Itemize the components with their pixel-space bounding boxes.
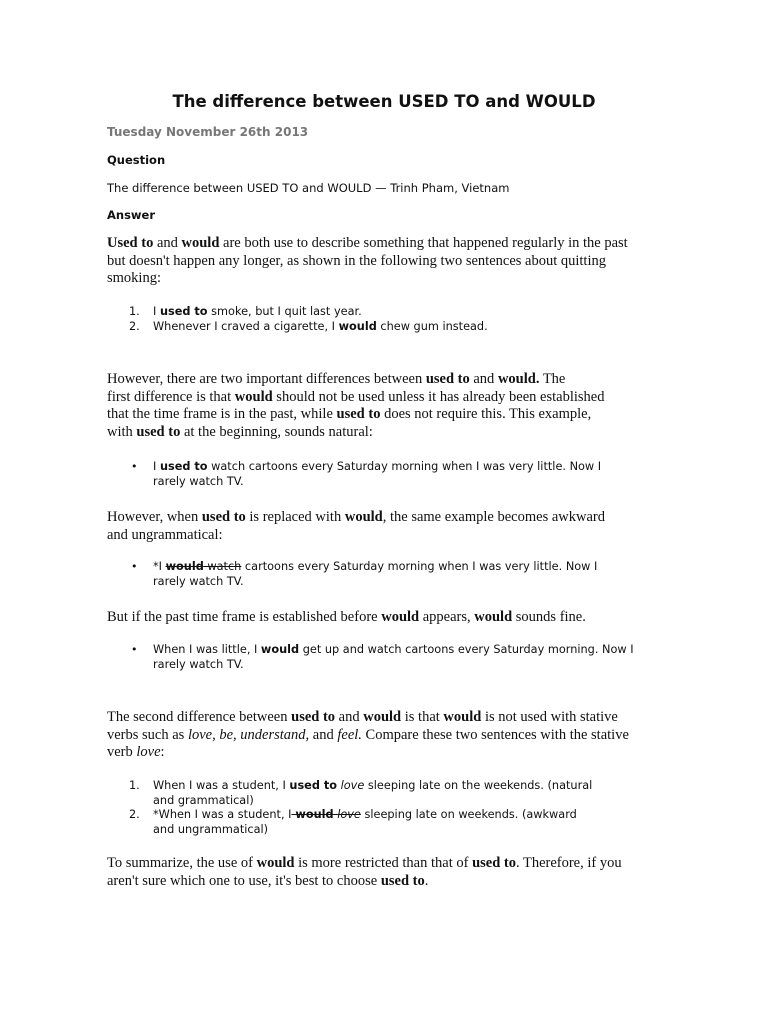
answer-label: Answer (107, 208, 156, 222)
post-date: Tuesday November 26th 2013 (107, 125, 309, 139)
example-bullet-3 (107, 643, 667, 672)
question-text: The difference between USED TO and WOULD — Trinh Pham, Vietnam (107, 181, 510, 195)
question-label: Question (107, 153, 166, 167)
example-list-1 (107, 305, 667, 334)
differences-paragraph: However, there are two important differences between used to and would. The first difference is that would should not be used unless it has already been established that the time frame is in the past, while used to does not require this. This example, with used to at the beginning, sounds natural: (107, 371, 605, 440)
list-item: 2. Whenever I craved a cigarette, I would chew gum instead. (129, 319, 488, 333)
list-item: 1. When I was a student, I used to love sleeping late on the weekends. (natural and grammatical) (129, 779, 593, 807)
example-list-2 (107, 779, 667, 837)
stative-paragraph: The second difference between used to and would is that would is not used with stative verbs such as love, be, understand, and feel. Compare these two sentences with the stative verb love: (107, 709, 629, 760)
intro-paragraph: Used to and would are both use to describe something that happened regularly in the past but doesn't happen any longer, as shown in the following two sentences about quitting smoking: (107, 235, 628, 286)
past-frame-paragraph: But if the past time frame is established before would appears, would sounds fine. (107, 609, 586, 625)
example-bullet-2 (107, 560, 667, 589)
summary-paragraph: To summarize, the use of would is more restricted than that of used to. Therefore, if you aren't sure which one to use, it's best to choose used to. (107, 855, 622, 889)
list-item: • I used to watch cartoons every Saturday morning when I was very little. Now I rarely watch TV. (131, 460, 602, 488)
list-item: 1. I used to smoke, but I quit last year. (129, 305, 362, 318)
list-item: 2. *When I was a student, I would love sleeping late on weekends. (awkward and ungrammatical) (129, 808, 577, 836)
example-bullet-1 (107, 460, 667, 489)
list-item: • *I would watch cartoons every Saturday morning when I was very little. Now I rarely watch TV. (131, 560, 598, 588)
page-title: The difference between USED TO and WOULD (172, 92, 596, 111)
list-item: • When I was little, I would get up and watch cartoons every Saturday morning. Now I rarely watch TV. (131, 643, 634, 671)
replacement-paragraph: However, when used to is replaced with would, the same example becomes awkward and ungrammatical: (107, 509, 605, 543)
